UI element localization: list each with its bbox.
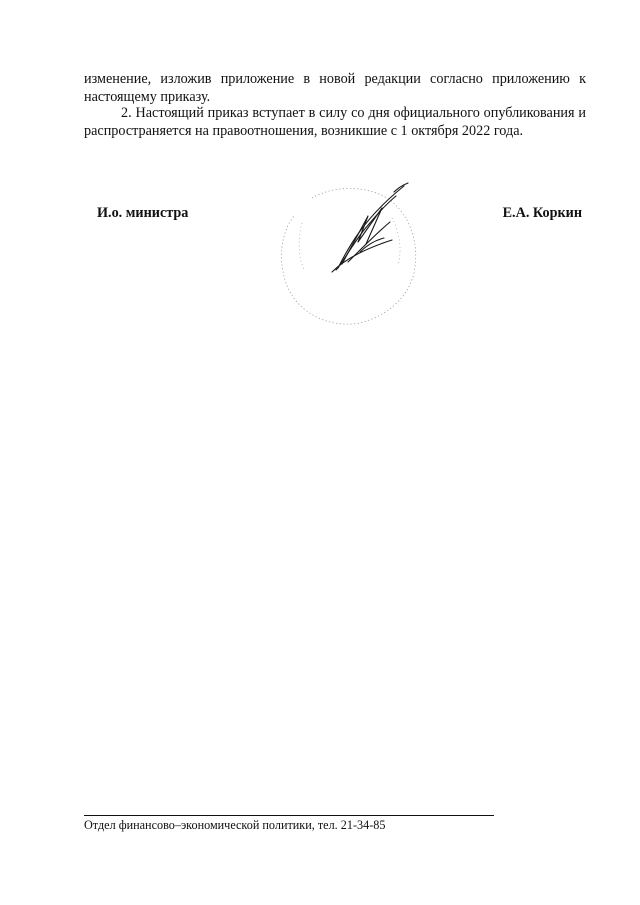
paragraph-continuation: изменение, изложив приложение в новой редакции согласно приложению к настоящему приказу. bbox=[84, 71, 586, 105]
signatory-name: Е.А. Коркин bbox=[502, 205, 582, 221]
round-seal-stamp-icon bbox=[282, 189, 416, 325]
seal-signature-icon bbox=[272, 178, 422, 328]
footer-contact: Отдел финансово–экономической политики, тел. 21-34-85 bbox=[84, 818, 386, 832]
handwritten-signature-icon bbox=[332, 183, 408, 272]
position-title: И.о. министра bbox=[97, 205, 189, 221]
paragraph-2: 2. Настоящий приказ вступает в силу со дня официального опубликования и распространяется на правоотношения, возникшие с 1 октября 2022 года. bbox=[84, 105, 586, 139]
footer-divider bbox=[84, 815, 494, 816]
